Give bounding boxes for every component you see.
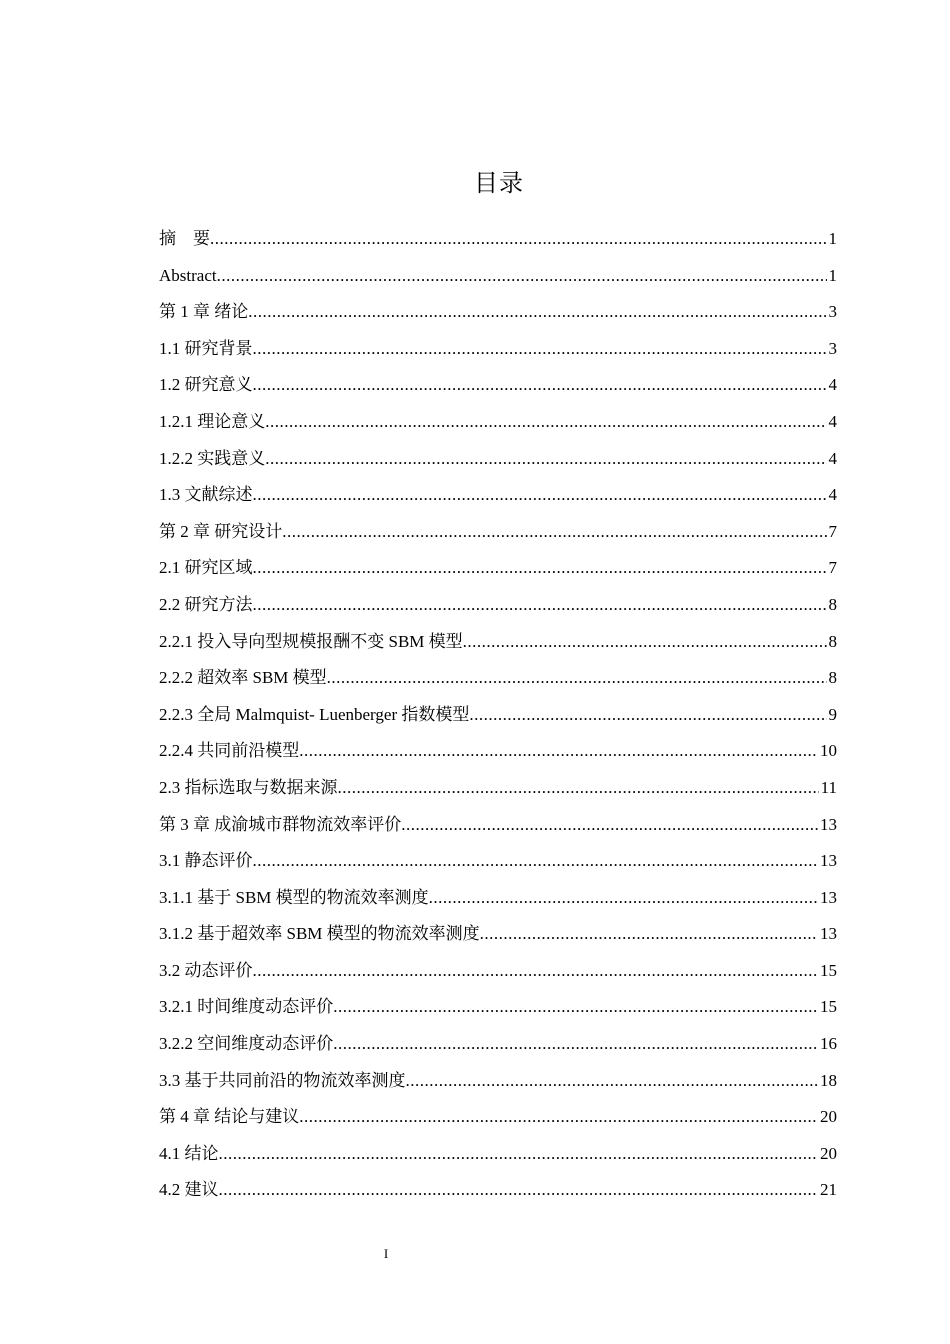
toc-entry-page: 15 — [820, 960, 837, 980]
toc-entry-page: 4 — [828, 375, 837, 395]
toc-dot-leader — [406, 1063, 819, 1100]
toc-entry-label: 第 2 章 研究设计 — [159, 521, 283, 541]
toc-dot-leader — [253, 477, 827, 514]
toc-entry-page: 20 — [820, 1143, 837, 1163]
toc-entry-page: 20 — [820, 1107, 837, 1127]
toc-dot-leader — [253, 550, 827, 587]
toc-entry[interactable] — [159, 843, 837, 880]
toc-dot-leader — [338, 770, 819, 807]
toc-entry-label: 2.2.4 共同前沿模型 — [159, 741, 300, 761]
toc-entry-page: 1 — [828, 229, 837, 248]
toc-dot-leader — [429, 880, 818, 917]
toc-entry-label: 2.2.1 投入导向型规模报酬不变 SBM 模型 — [159, 631, 463, 651]
toc-entry[interactable] — [159, 221, 837, 258]
toc-entry[interactable] — [159, 807, 837, 844]
toc-entry[interactable] — [159, 1063, 837, 1100]
toc-entry-label: 3.2.1 时间维度动态评价 — [159, 997, 334, 1017]
toc-entry-label: Abstract — [159, 265, 217, 285]
toc-entry[interactable] — [159, 1026, 837, 1063]
toc-entry[interactable] — [159, 550, 837, 587]
toc-entry-page: 4 — [828, 448, 837, 468]
toc-entry-page: 13 — [820, 887, 837, 907]
toc-entry-page: 10 — [820, 741, 837, 761]
toc-entry-page: 15 — [820, 997, 837, 1017]
toc-entry[interactable] — [159, 441, 837, 478]
toc-entry[interactable] — [159, 697, 837, 734]
toc-dot-leader — [463, 624, 827, 661]
toc-entry-page: 11 — [820, 777, 837, 797]
toc-entry[interactable] — [159, 953, 837, 990]
toc-entry-label: 第 4 章 结论与建议 — [159, 1107, 300, 1127]
toc-entry-label: 3.1.1 基于 SBM 模型的物流效率测度 — [159, 887, 429, 907]
toc-list — [159, 221, 837, 1209]
toc-dot-leader — [469, 697, 826, 734]
toc-entry-page: 13 — [820, 814, 837, 834]
toc-dot-leader — [217, 258, 827, 295]
toc-entry[interactable] — [159, 624, 837, 661]
toc-entry-label: 摘 要 — [159, 229, 210, 248]
toc-dot-leader — [253, 331, 827, 368]
toc-dot-leader — [401, 807, 818, 844]
toc-entry-label: 1.2.1 理论意义 — [159, 411, 266, 431]
toc-entry[interactable] — [159, 258, 837, 295]
toc-dot-leader — [265, 404, 826, 441]
toc-entry[interactable] — [159, 587, 837, 624]
toc-entry[interactable] — [159, 1172, 837, 1209]
toc-dot-leader — [265, 441, 826, 478]
toc-entry-page: 4 — [828, 485, 837, 505]
toc-entry-label: 1.2 研究意义 — [159, 375, 253, 395]
toc-entry-page: 13 — [820, 924, 837, 944]
toc-entry-label: 2.2.2 超效率 SBM 模型 — [159, 668, 327, 688]
toc-entry-label: 4.1 结论 — [159, 1143, 219, 1163]
toc-title: 目录 — [474, 169, 524, 197]
toc-entry[interactable] — [159, 1099, 837, 1136]
toc-dot-leader — [480, 916, 818, 953]
toc-entry[interactable] — [159, 770, 837, 807]
toc-dot-leader — [253, 367, 827, 404]
toc-dot-leader — [253, 587, 827, 624]
toc-entry-label: 1.3 文献综述 — [159, 485, 253, 505]
toc-entry[interactable] — [159, 331, 837, 368]
toc-entry-page: 8 — [828, 668, 837, 688]
toc-entry-page: 21 — [820, 1180, 837, 1200]
toc-dot-leader — [333, 1026, 818, 1063]
toc-entry[interactable] — [159, 989, 837, 1026]
toc-dot-leader — [282, 514, 826, 551]
toc-entry-page: 8 — [828, 594, 837, 614]
page-number: I — [383, 1246, 389, 1261]
toc-entry-page: 16 — [820, 1034, 837, 1054]
toc-entry-label: 3.1 静态评价 — [159, 851, 253, 871]
toc-entry-label: 4.2 建议 — [159, 1180, 219, 1200]
toc-dot-leader — [219, 1136, 819, 1173]
toc-entry-label: 2.1 研究区域 — [159, 558, 253, 578]
toc-entry-label: 第 3 章 成渝城市群物流效率评价 — [159, 814, 402, 834]
toc-dot-leader — [219, 1172, 819, 1209]
toc-dot-leader — [253, 953, 819, 990]
toc-entry[interactable] — [159, 367, 837, 404]
toc-entry-page: 3 — [828, 338, 837, 358]
toc-entry-page: 13 — [820, 851, 837, 871]
toc-entry[interactable] — [159, 404, 837, 441]
toc-entry-label: 2.2.3 全局 Malmquist- Luenberger 指数模型 — [159, 704, 470, 724]
toc-entry-label: 1.2.2 实践意义 — [159, 448, 266, 468]
toc-entry-label: 3.2 动态评价 — [159, 960, 253, 980]
toc-entry[interactable] — [159, 916, 837, 953]
toc-entry-page: 1 — [828, 265, 837, 285]
toc-entry-label: 2.2 研究方法 — [159, 594, 253, 614]
toc-entry[interactable] — [159, 880, 837, 917]
toc-entry-page: 4 — [828, 411, 837, 431]
toc-entry[interactable] — [159, 660, 837, 697]
toc-entry-label: 3.1.2 基于超效率 SBM 模型的物流效率测度 — [159, 924, 480, 944]
toc-entry-page: 7 — [828, 521, 837, 541]
toc-entry-page: 3 — [828, 302, 837, 322]
toc-entry-page: 8 — [828, 631, 837, 651]
toc-entry-label: 2.3 指标选取与数据来源 — [159, 777, 338, 797]
toc-entry[interactable] — [159, 477, 837, 514]
toc-entry[interactable] — [159, 294, 837, 331]
toc-dot-leader — [253, 843, 819, 880]
toc-entry-label: 3.3 基于共同前沿的物流效率测度 — [159, 1070, 406, 1090]
toc-dot-leader — [299, 733, 818, 770]
toc-entry[interactable] — [159, 733, 837, 770]
toc-entry-label: 1.1 研究背景 — [159, 338, 253, 358]
toc-entry-label: 3.2.2 空间维度动态评价 — [159, 1034, 334, 1054]
toc-dot-leader — [248, 294, 826, 331]
toc-dot-leader — [210, 221, 827, 258]
toc-entry[interactable] — [159, 514, 837, 551]
toc-entry-page: 18 — [820, 1070, 837, 1090]
toc-entry[interactable] — [159, 1136, 837, 1173]
toc-entry-label: 第 1 章 绪论 — [159, 302, 249, 322]
toc-dot-leader — [299, 1099, 818, 1136]
toc-entry-page: 7 — [828, 558, 837, 578]
toc-dot-leader — [333, 989, 818, 1026]
toc-dot-leader — [327, 660, 827, 697]
toc-entry-page: 9 — [828, 704, 837, 724]
